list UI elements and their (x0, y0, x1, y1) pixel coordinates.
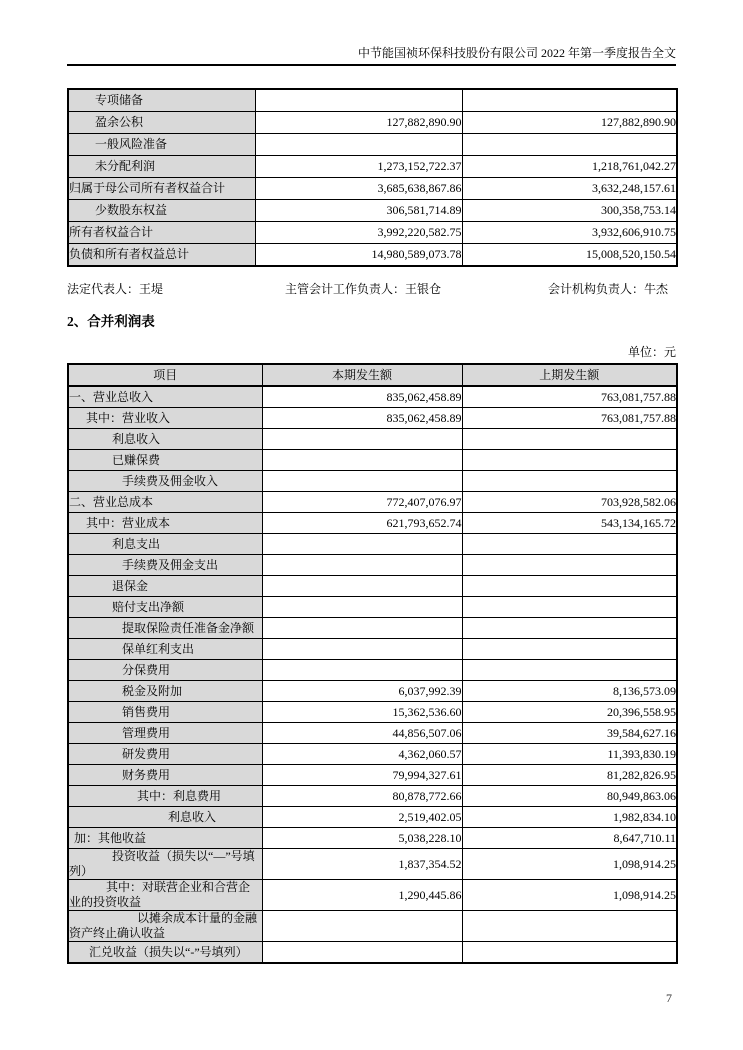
table-row (68, 178, 677, 200)
table-row (68, 807, 677, 828)
table-row (68, 723, 677, 744)
table-row (68, 492, 677, 513)
item-cell: 负债和所有者权益总计 (68, 244, 255, 267)
item-cell: 利息收入 (68, 429, 262, 450)
item-cell: 其中：营业收入 (68, 408, 262, 429)
current-period-amount (255, 89, 462, 112)
item-cell: 盈余公积 (68, 112, 255, 134)
prior-period-amount: 3,932,606,910.75 (462, 222, 677, 244)
item-cell: 研发费用 (68, 744, 262, 765)
item-cell: 汇兑收益（损失以“-”号填列） (68, 942, 262, 964)
table-row (68, 89, 677, 112)
current-period-amount (262, 450, 462, 471)
item-cell: 投资收益（损失以“—”号填列） (68, 849, 262, 880)
table-row (68, 513, 677, 534)
table-row (68, 112, 677, 134)
prior-period-amount: 39,584,627.16 (462, 723, 677, 744)
current-period-amount: 79,994,327.61 (262, 765, 462, 786)
item-cell: 税金及附加 (68, 681, 262, 702)
item-cell: 归属于母公司所有者权益合计 (68, 178, 255, 200)
item-cell: 少数股东权益 (68, 200, 255, 222)
table-row (68, 222, 677, 244)
current-period-amount: 1,290,445.86 (262, 880, 462, 911)
unit-note: 单位：元 (627, 345, 676, 359)
signature-line (67, 281, 676, 297)
prior-period-amount (462, 555, 677, 576)
prior-period-amount (462, 89, 677, 112)
table-row (68, 786, 677, 807)
prior-period-amount: 763,081,757.88 (462, 386, 677, 408)
item-cell: 利息支出 (68, 534, 262, 555)
current-period-amount (262, 576, 462, 597)
table-row (68, 534, 677, 555)
current-period-amount: 1,273,152,722.37 (255, 156, 462, 178)
item-cell: 专项储备 (68, 89, 255, 112)
prior-period-amount: 1,098,914.25 (462, 880, 677, 911)
item-cell: 手续费及佣金支出 (68, 555, 262, 576)
legal-representative: 法定代表人：王堤 (67, 282, 164, 296)
table-row (68, 765, 677, 786)
prior-period-amount (462, 429, 677, 450)
current-period-amount: 835,062,458.89 (262, 408, 462, 429)
current-period-amount: 127,882,890.90 (255, 112, 462, 134)
table-row (68, 450, 677, 471)
prior-period-amount (462, 639, 677, 660)
current-period-amount (262, 429, 462, 450)
prior-period-amount: 20,396,558.95 (462, 702, 677, 723)
item-cell: 二、营业总成本 (68, 492, 262, 513)
table-header-row (68, 364, 677, 386)
current-period-amount: 2,519,402.05 (262, 807, 462, 828)
table-row (68, 828, 677, 849)
item-cell: 手续费及佣金收入 (68, 471, 262, 492)
column-header-current-period: 本期发生额 (262, 364, 462, 386)
item-cell: 利息收入 (68, 807, 262, 828)
current-period-amount: 306,581,714.89 (255, 200, 462, 222)
current-period-amount (262, 942, 462, 964)
table-row (68, 597, 677, 618)
prior-period-amount: 8,136,573.09 (462, 681, 677, 702)
item-cell: 提取保险责任准备金净额 (68, 618, 262, 639)
prior-period-amount (462, 660, 677, 681)
prior-period-amount: 1,098,914.25 (462, 849, 677, 880)
current-period-amount (262, 597, 462, 618)
section-title: 2、合并利润表 (67, 314, 155, 329)
current-period-amount (262, 534, 462, 555)
table-row (68, 744, 677, 765)
current-period-amount: 14,980,589,073.78 (255, 244, 462, 267)
item-cell: 一般风险准备 (68, 134, 255, 156)
prior-period-amount (462, 534, 677, 555)
table-row (68, 618, 677, 639)
prior-period-amount: 8,647,710.11 (462, 828, 677, 849)
current-period-amount: 772,407,076.97 (262, 492, 462, 513)
item-cell: 加：其他收益 (68, 828, 262, 849)
column-header-item: 项目 (68, 364, 262, 386)
document-title: 中节能国祯环保科技股份有限公司 2022 年第一季度报告全文 (357, 46, 676, 60)
prior-period-amount (462, 471, 677, 492)
table-row (68, 244, 677, 267)
item-cell: 退保金 (68, 576, 262, 597)
prior-period-amount (462, 911, 677, 942)
prior-period-amount: 1,218,761,042.27 (462, 156, 677, 178)
table-row (68, 555, 677, 576)
prior-period-amount (462, 618, 677, 639)
table-row (68, 639, 677, 660)
item-cell: 一、营业总收入 (68, 386, 262, 408)
item-cell: 所有者权益合计 (68, 222, 255, 244)
table-row (68, 156, 677, 178)
current-period-amount: 15,362,536.60 (262, 702, 462, 723)
item-cell: 赔付支出净额 (68, 597, 262, 618)
table-row (68, 134, 677, 156)
prior-period-amount: 300,358,753.14 (462, 200, 677, 222)
table-row (68, 386, 677, 408)
prior-period-amount: 80,949,863.06 (462, 786, 677, 807)
accounting-department-head: 会计机构负责人：牛杰 (548, 282, 669, 296)
current-period-amount (262, 660, 462, 681)
income-statement-table (67, 363, 678, 964)
document-header (67, 46, 676, 66)
item-cell: 其中：利息费用 (68, 786, 262, 807)
chief-accounting-officer: 主管会计工作负责人：王银仓 (285, 282, 442, 296)
table-row (68, 942, 677, 964)
current-period-amount: 4,362,060.57 (262, 744, 462, 765)
item-cell: 财务费用 (68, 765, 262, 786)
item-cell: 销售费用 (68, 702, 262, 723)
column-header-prior-period: 上期发生额 (462, 364, 677, 386)
table-row (68, 200, 677, 222)
current-period-amount: 3,685,638,867.86 (255, 178, 462, 200)
table-row (68, 660, 677, 681)
prior-period-amount: 11,393,830.19 (462, 744, 677, 765)
prior-period-amount (462, 134, 677, 156)
item-cell: 其中：对联营企业和合营企业的投资收益 (68, 880, 262, 911)
current-period-amount (262, 555, 462, 576)
prior-period-amount: 763,081,757.88 (462, 408, 677, 429)
prior-period-amount: 127,882,890.90 (462, 112, 677, 134)
prior-period-amount: 15,008,520,150.54 (462, 244, 677, 267)
table-row (68, 880, 677, 911)
prior-period-amount: 3,632,248,157.61 (462, 178, 677, 200)
table-row (68, 576, 677, 597)
item-cell: 分保费用 (68, 660, 262, 681)
prior-period-amount: 703,928,582.06 (462, 492, 677, 513)
table-row (68, 408, 677, 429)
current-period-amount: 3,992,220,582.75 (255, 222, 462, 244)
current-period-amount: 5,038,228.10 (262, 828, 462, 849)
current-period-amount: 6,037,992.39 (262, 681, 462, 702)
page-number: 7 (666, 991, 672, 1005)
current-period-amount (255, 134, 462, 156)
current-period-amount (262, 618, 462, 639)
table-row (68, 429, 677, 450)
table-row (68, 471, 677, 492)
item-cell: 未分配利润 (68, 156, 255, 178)
current-period-amount: 1,837,354.52 (262, 849, 462, 880)
prior-period-amount (462, 942, 677, 964)
current-period-amount: 835,062,458.89 (262, 386, 462, 408)
item-cell: 其中：营业成本 (68, 513, 262, 534)
item-cell: 管理费用 (68, 723, 262, 744)
current-period-amount (262, 911, 462, 942)
prior-period-amount: 543,134,165.72 (462, 513, 677, 534)
item-cell: 以摊余成本计量的金融资产终止确认收益 (68, 911, 262, 942)
prior-period-amount (462, 576, 677, 597)
table-row (68, 849, 677, 880)
item-cell: 保单红利支出 (68, 639, 262, 660)
current-period-amount: 80,878,772.66 (262, 786, 462, 807)
current-period-amount (262, 471, 462, 492)
item-cell: 已赚保费 (68, 450, 262, 471)
current-period-amount: 44,856,507.06 (262, 723, 462, 744)
table-row (68, 911, 677, 942)
prior-period-amount: 1,982,834.10 (462, 807, 677, 828)
current-period-amount (262, 639, 462, 660)
current-period-amount: 621,793,652.74 (262, 513, 462, 534)
prior-period-amount (462, 597, 677, 618)
table-row (68, 702, 677, 723)
prior-period-amount: 81,282,826.95 (462, 765, 677, 786)
table-row (68, 681, 677, 702)
prior-period-amount (462, 450, 677, 471)
equity-table (67, 88, 678, 267)
